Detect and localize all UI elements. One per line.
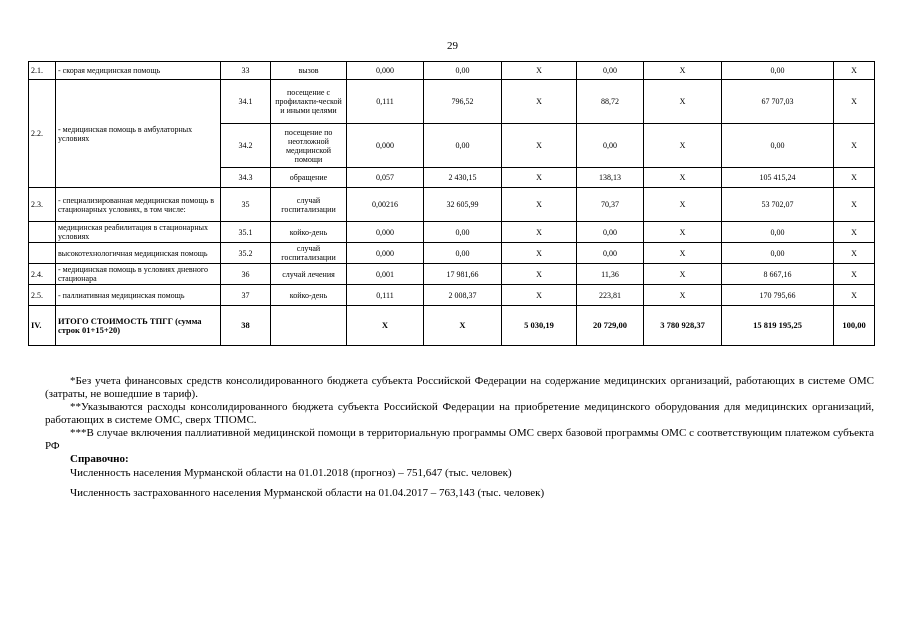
row-budget-total: Х [644,243,722,264]
row-volume: 0,00216 [347,188,424,222]
table-row [29,188,875,222]
table-row [29,62,875,80]
row-name: высокотехнологичная медицинская помощь [56,243,221,264]
row-num: 2.2. [29,80,56,188]
row-oms-per-capita: 0,00 [577,222,644,243]
table-row [29,264,875,285]
row-volume: 0,000 [347,124,424,168]
row-num: 2.1. [29,62,56,80]
row-unit: обращение [271,168,347,188]
cost-table [28,61,875,346]
row-unit-cost: 796,52 [424,80,502,124]
row-oms-total: 0,00 [722,124,834,168]
row-unit: случай госпитализации [271,243,347,264]
row-num [29,222,56,243]
row-percent: Х [834,285,875,306]
row-percent: Х [834,124,875,168]
row-volume: 0,057 [347,168,424,188]
table-row [29,285,875,306]
row-oms-total: 8 667,16 [722,264,834,285]
insured-line: Численность застрахованного населения Мурманской области на 01.04.2017 – 763,143 (тыс. человек) [70,487,545,499]
row-volume: 0,000 [347,62,424,80]
total-unit [271,306,347,346]
row-percent: Х [834,264,875,285]
row-oms-per-capita: 223,81 [577,285,644,306]
total-name: ИТОГО СТОИМОСТЬ ТПГГ (сумма строк 01+15+20) [56,306,221,346]
row-unit: случай лечения [271,264,347,285]
row-name: - специализированная медицинская помощь в стационарных условиях, в том числе: [56,188,221,222]
row-unit-cost: 0,00 [424,222,502,243]
row-line: 33 [221,62,271,80]
total-num: IV. [29,306,56,346]
row-line: 35.2 [221,243,271,264]
row-oms-total: 105 415,24 [722,168,834,188]
footnote-3: ***В случае включения паллиативной медицинской помощи в территориальную программы ОМС сверх базовой программы ОМС с соответствующим платежом субъекта РФ [45,427,874,452]
row-name: медицинская реабилитация в стационарных условиях [56,222,221,243]
row-budget-per-capita: Х [502,264,577,285]
row-oms-total: 170 795,66 [722,285,834,306]
total-volume: Х [347,306,424,346]
row-budget-total: Х [644,62,722,80]
footnote-2: **Указываются расходы консолидированного бюджета субъекта Российской Федерации на приобретение медицинского оборудования для медицинских организаций, работающих в системе ОМС, сверх ТПОМС. [45,401,874,426]
row-unit: случай госпитализации [271,188,347,222]
total-line: 38 [221,306,271,346]
row-oms-total: 67 707,03 [722,80,834,124]
row-oms-total: 0,00 [722,243,834,264]
row-budget-total: Х [644,124,722,168]
row-oms-per-capita: 88,72 [577,80,644,124]
row-unit-cost: 2 008,37 [424,285,502,306]
footnote-1: *Без учета финансовых средств консолидированного бюджета субъекта Российской Федерации на содержание медицинских организаций, работающих в системе ОМС (затраты, не вошедшие в тариф). [45,375,874,400]
row-oms-total: 0,00 [722,222,834,243]
row-num: 2.3. [29,188,56,222]
row-volume: 0,001 [347,264,424,285]
row-budget-total: Х [644,188,722,222]
row-unit: посещение по неотложной медицинской помощи [271,124,347,168]
row-budget-per-capita: Х [502,222,577,243]
total-percent: 100,00 [834,306,875,346]
reference-label: Справочно: [70,453,129,465]
row-volume: 0,000 [347,222,424,243]
row-budget-per-capita: Х [502,62,577,80]
row-line: 36 [221,264,271,285]
total-budget-per-capita: 5 030,19 [502,306,577,346]
total-unit-cost: Х [424,306,502,346]
row-budget-per-capita: Х [502,124,577,168]
total-oms-total: 15 819 195,25 [722,306,834,346]
row-name: - паллиативная медицинская помощь [56,285,221,306]
row-unit-cost: 17 981,66 [424,264,502,285]
row-budget-per-capita: Х [502,188,577,222]
row-unit-cost: 0,00 [424,62,502,80]
row-percent: Х [834,80,875,124]
row-budget-per-capita: Х [502,168,577,188]
row-name: - скорая медицинская помощь [56,62,221,80]
row-oms-per-capita: 138,13 [577,168,644,188]
row-budget-total: Х [644,222,722,243]
row-num [29,243,56,264]
total-budget-total: 3 780 928,37 [644,306,722,346]
row-percent: Х [834,243,875,264]
row-line: 34.2 [221,124,271,168]
row-oms-per-capita: 0,00 [577,124,644,168]
row-line: 35.1 [221,222,271,243]
row-oms-total: 0,00 [722,62,834,80]
row-unit-cost: 2 430,15 [424,168,502,188]
row-percent: Х [834,188,875,222]
table-row [29,80,875,124]
row-unit: койко-день [271,222,347,243]
row-num: 2.4. [29,264,56,285]
page-number: 29 [447,40,458,52]
row-budget-per-capita: Х [502,243,577,264]
row-budget-total: Х [644,264,722,285]
row-percent: Х [834,168,875,188]
row-percent: Х [834,222,875,243]
row-volume: 0,000 [347,243,424,264]
row-line: 37 [221,285,271,306]
row-oms-per-capita: 70,37 [577,188,644,222]
row-volume: 0,111 [347,80,424,124]
footnotes [45,375,874,500]
row-num: 2.5. [29,285,56,306]
row-oms-per-capita: 0,00 [577,62,644,80]
row-unit: посещение с профилакти-ческой и иными целями [271,80,347,124]
row-budget-per-capita: Х [502,80,577,124]
row-line: 34.3 [221,168,271,188]
row-unit: вызов [271,62,347,80]
row-line: 34.1 [221,80,271,124]
row-name: - медицинская помощь в амбулаторных условиях [56,80,221,188]
row-line: 35 [221,188,271,222]
row-budget-total: Х [644,285,722,306]
total-row [29,306,875,346]
row-unit-cost: 0,00 [424,243,502,264]
row-name: - медицинская помощь в условиях дневного стационара [56,264,221,285]
row-budget-total: Х [644,168,722,188]
row-budget-per-capita: Х [502,285,577,306]
row-unit: койко-день [271,285,347,306]
total-oms-per-capita: 20 729,00 [577,306,644,346]
table-row [29,243,875,264]
population-line: Численность населения Мурманской области на 01.01.2018 (прогноз) – 751,647 (тыс. человек) [70,467,512,479]
row-oms-total: 53 702,07 [722,188,834,222]
row-unit-cost: 0,00 [424,124,502,168]
row-percent: Х [834,62,875,80]
row-oms-per-capita: 11,36 [577,264,644,285]
row-oms-per-capita: 0,00 [577,243,644,264]
row-volume: 0,111 [347,285,424,306]
table-row [29,222,875,243]
row-budget-total: Х [644,80,722,124]
row-unit-cost: 32 605,99 [424,188,502,222]
